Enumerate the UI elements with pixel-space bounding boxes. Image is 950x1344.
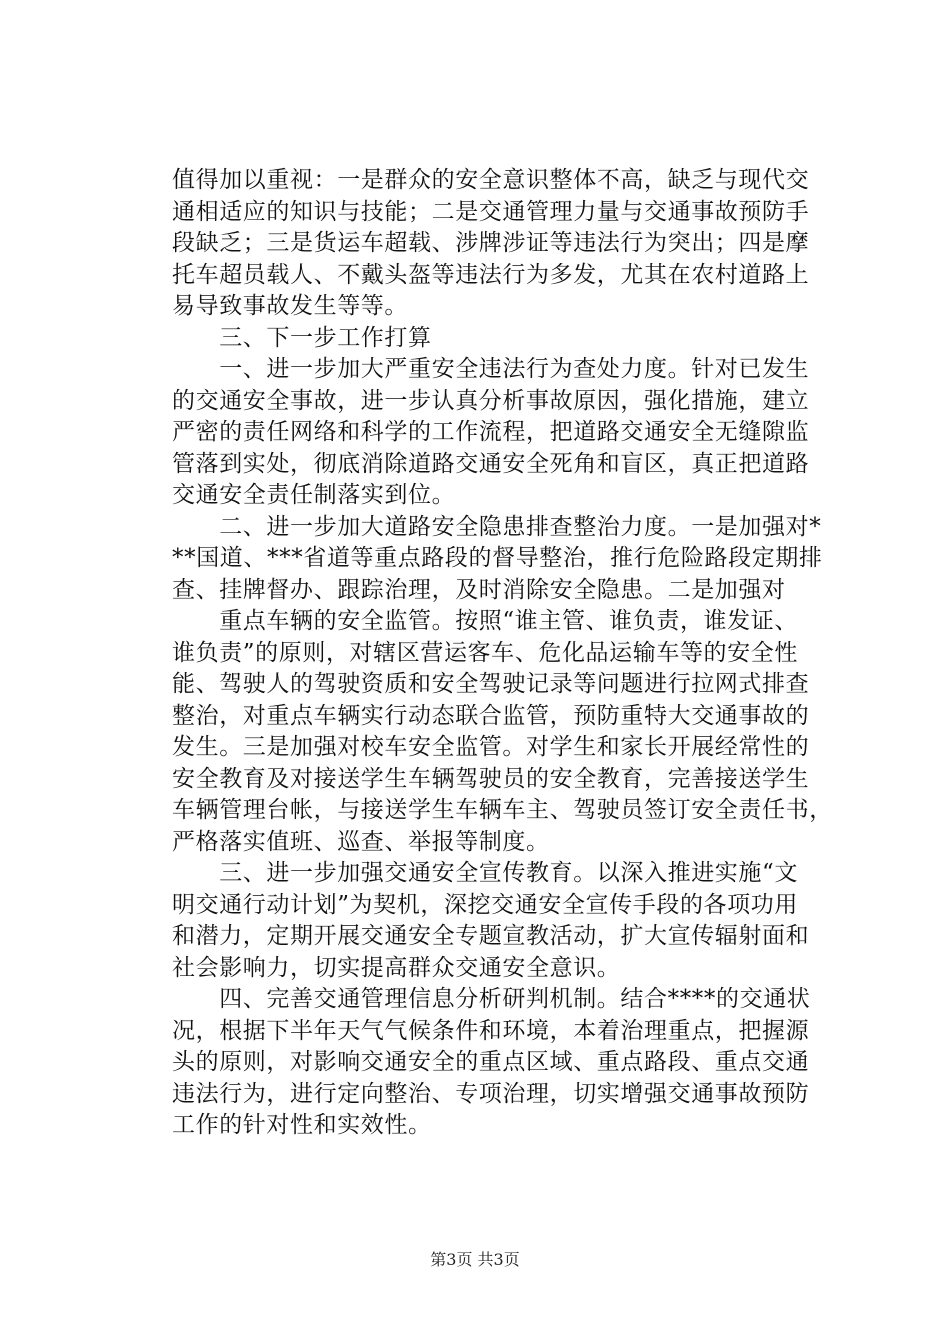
text-line: 谁负责”的原则，对辖区营运客车、危化品运输车等的安全性 <box>172 639 798 666</box>
text-line: 二、进一步加大道路安全隐患排查整治力度。一是加强对* <box>172 513 822 540</box>
text-line: 安全教育及对接送学生车辆驾驶员的安全教育，完善接送学生 <box>172 765 810 792</box>
text-line: 易导致事故发生等等。 <box>172 293 408 319</box>
text-line: 严格落实值班、巡查、举报等制度。 <box>172 828 550 855</box>
page-number-footer: 第3页 共3页 <box>430 1250 520 1269</box>
text-line: 车辆管理台帐，与接送学生车辆车主、驾驶员签订安全责任书， <box>172 797 833 823</box>
text-line: 能、驾驶人的驾驶资质和安全驾驶记录等问题进行拉网式排查 <box>172 671 810 697</box>
text-line: 管落到实处，彻底消除道路交通安全死角和盲区，真正把道路 <box>172 450 810 477</box>
text-line: 况，根据下半年天气气候条件和环境，本着治理重点，把握源 <box>172 1017 810 1044</box>
text-line: 明交通行动计划”为契机，深挖交通安全宣传手段的各项功用 <box>172 891 798 918</box>
text-line: 四、完善交通管理信息分析研判机制。结合****的交通状 <box>172 986 811 1012</box>
text-line: 三、进一步加强交通安全宣传教育。以深入推进实施“文 <box>172 860 798 886</box>
text-line: 的交通安全事故，进一步认真分析事故原因，强化措施，建立 <box>172 387 810 414</box>
text-line: 交通安全责任制落实到位。 <box>172 482 456 508</box>
text-line: 和潜力，定期开展交通安全专题宣教活动，扩大宣传辐射面和 <box>172 923 810 949</box>
text-line: **国道、***省道等重点路段的督导整治，推行危险路段定期排 <box>172 545 823 571</box>
text-line: 查、挂牌督办、跟踪治理，及时消除安全隐患。二是加强对 <box>172 576 786 603</box>
text-line: 重点车辆的安全监管。按照“谁主管、谁负责，谁发证、 <box>172 608 798 634</box>
text-line: 托车超员载人、不戴头盔等违法行为多发，尤其在农村道路上 <box>172 261 810 288</box>
document-body <box>172 165 832 1142</box>
text-line: 发生。三是加强对校车安全监管。对学生和家长开展经常性的 <box>172 734 810 760</box>
text-line: 一、进一步加大严重安全违法行为查处力度。针对已发生 <box>172 356 810 382</box>
text-line: 值得加以重视：一是群众的安全意识整体不高，缺乏与现代交 <box>172 167 810 193</box>
section-heading: 三、下一步工作打算 <box>172 324 432 351</box>
text-line: 头的原则，对影响交通安全的重点区域、重点路段、重点交通 <box>172 1049 810 1075</box>
text-line: 严密的责任网络和科学的工作流程，把道路交通安全无缝隙监 <box>172 419 810 445</box>
text-line: 通相适应的知识与技能；二是交通管理力量与交通事故预防手 <box>172 198 810 225</box>
text-line: 违法行为，进行定向整治、专项治理，切实增强交通事故预防 <box>172 1080 810 1107</box>
text-line: 社会影响力，切实提高群众交通安全意识。 <box>172 954 621 981</box>
text-line: 整治，对重点车辆实行动态联合监管，预防重特大交通事故的 <box>172 702 810 729</box>
text-line: 工作的针对性和实效性。 <box>172 1112 432 1138</box>
text-line: 段缺乏；三是货运车超载、涉牌涉证等违法行为突出；四是摩 <box>172 230 810 256</box>
